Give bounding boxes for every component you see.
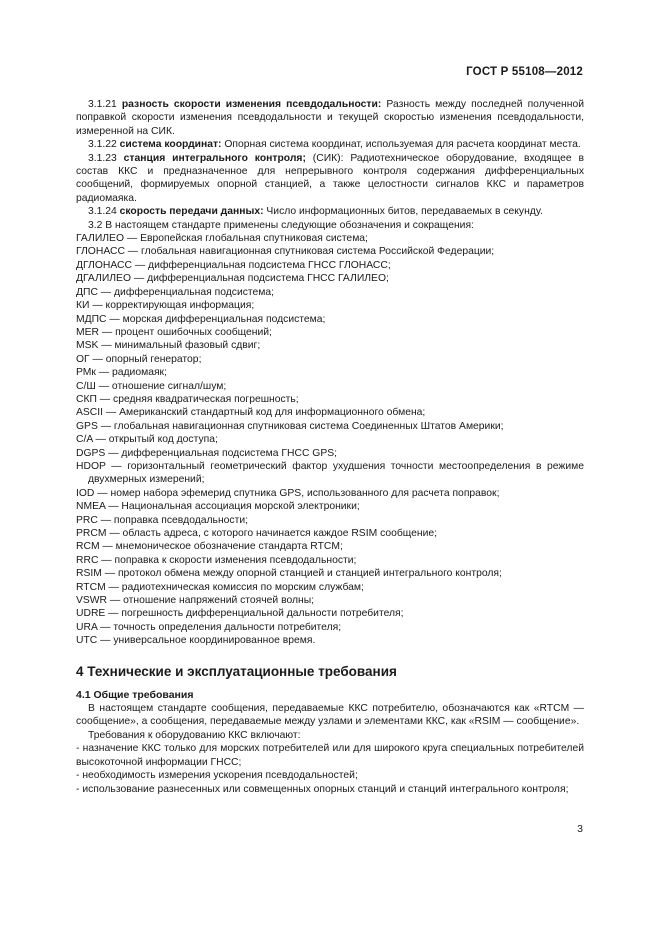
- definition-text: Опорная система координат, используемая для расчета координат места.: [224, 139, 581, 151]
- definition-number: 3.1.24: [88, 206, 117, 218]
- definition-term: разность скорости изменения псевдодальности:: [121, 99, 382, 110]
- abbreviation-item: NMEA — Национальная ассоциация морской электроники;: [76, 501, 360, 513]
- abbreviations-list: [76, 232, 584, 648]
- abbreviation-item: DGPS — дифференциальная подсистема ГНСС GPS;: [76, 447, 338, 459]
- definition-3-1-21: [76, 98, 584, 138]
- page-number: 3: [577, 823, 583, 835]
- definition-number: 3.1.23: [88, 152, 117, 164]
- abbreviation-item: ОГ — опорный генератор;: [76, 353, 202, 365]
- abbreviation-item: GPS — глобальная навигационная спутниковая система Соединенных Штатов Америки;: [76, 420, 504, 432]
- definition-number: 3.1.22: [88, 139, 117, 151]
- definition-number: 3.1.21: [88, 99, 117, 110]
- section-4-1-heading: 4.1 Общие требования: [76, 688, 194, 701]
- abbreviation-item: UDRE — погрешность дифференциальной дальности потребителя;: [76, 608, 404, 620]
- abbreviations-intro: 3.2 В настоящем стандарте применены следующие обозначения и сокращения:: [88, 219, 474, 231]
- definition-term: скорость передачи данных:: [119, 206, 264, 218]
- abbreviation-item: RCM — мнемоническое обозначение стандарта RTCM;: [76, 541, 343, 553]
- abbreviation-item: RSIM — протокол обмена между опорной станцией и станцией интегрального контроля;: [76, 568, 502, 580]
- abbreviation-item: MER — процент ошибочных сообщений;: [76, 326, 272, 338]
- definition-3-1-24: [76, 205, 584, 218]
- document-body: [76, 98, 584, 796]
- abbreviation-item: СКП — средняя квадратическая погрешность;: [76, 393, 299, 405]
- abbreviation-item: VSWR — отношение напряжений стоячей волны;: [76, 595, 315, 607]
- abbreviation-item: PRC — поправка псевдодальности;: [76, 514, 248, 526]
- abbreviation-item: ASCII — Американский стандартный код для информационного обмена;: [76, 407, 426, 419]
- abbreviation-item: ДГАЛИЛЕО — дифференциальная подсистема ГНСС ГАЛИЛЕО;: [76, 273, 389, 285]
- requirement-item: - назначение ККС только для морских потребителей или для широкого круга специальных потребителей высокоточной информации ГНСС;: [76, 743, 584, 768]
- abbreviation-item: ДПС — дифференциальная подсистема;: [76, 286, 275, 298]
- abbreviation-item: MSK — минимальный фазовый сдвиг;: [76, 340, 261, 352]
- section-4-heading: 4 Технические и эксплуатационные требования: [76, 663, 397, 679]
- abbreviation-item: ДГЛОНАСС — дифференциальная подсистема ГНСС ГЛОНАСС;: [76, 259, 391, 271]
- requirements-intro: Требования к оборудованию ККС включают:: [88, 729, 301, 741]
- definition-3-1-22: [76, 138, 584, 151]
- abbreviation-item: ГАЛИЛЕО — Европейская глобальная спутниковая система;: [76, 233, 368, 245]
- abbreviation-item: МДПС — морская дифференциальная подсистема;: [76, 313, 326, 325]
- abbreviation-item: C/A — открытый код доступа;: [76, 434, 218, 446]
- abbreviation-item: С/Ш — отношение сигнал/шум;: [76, 380, 227, 392]
- abbreviation-item: UTC — универсальное координированное время.: [76, 635, 316, 647]
- requirement-item: - использование разнесенных или совмещенных опорных станций и станций интегрального контроля;: [76, 783, 569, 795]
- definition-text: (СИК): Радиотехническое оборудование, входящее в состав ККС и предназначенное для непрерывного контроля содержания дифференциальных сообщений, формируемых опорной станцией, а также целостности сигналов ККС и параметров радиомаяка.: [76, 152, 584, 204]
- requirements-list: [76, 742, 584, 796]
- definition-3-1-23: [76, 152, 584, 206]
- section-4-1-paragraph: В настоящем стандарте сообщения, передаваемые ККС потребителю, обозначаются как «RTCM — сообщение», а сообщения, передаваемые между узлами и элементами ККС, как «RSIM — сообщение».: [76, 703, 584, 728]
- requirement-item: - необходимость измерения ускорения псевдодальностей;: [76, 770, 358, 782]
- abbreviation-item: КИ — корректирующая информация;: [76, 300, 255, 312]
- definition-text: Разность между последней полученной поправкой скорости изменения псевдодальности и текущей скоростью изменения псевдодальности, измеренной на СИК.: [76, 99, 585, 137]
- abbreviation-item: RRC — поправка к скорости изменения псевдодальности;: [76, 554, 357, 566]
- abbreviation-item: РМк — радиомаяк;: [76, 367, 167, 379]
- abbreviation-item: URA — точность определения дальности потребителя;: [76, 621, 342, 633]
- abbreviation-item: PRCM — область адреса, с которого начинается каждое RSIM сообщение;: [76, 528, 438, 539]
- definition-text: Число информационных битов, передаваемых в секунду.: [266, 206, 543, 218]
- abbreviation-item: IOD — номер набора эфемерид спутника GPS, использованного для расчета поправок;: [76, 487, 500, 499]
- abbreviation-item: HDOP — горизонтальный геометрический фактор ухудшения точности местоопределения в режиме двухмерных измерений;: [76, 460, 584, 486]
- abbreviation-item: RTCM — радиотехническая комиссия по морским службам;: [76, 581, 364, 593]
- standard-code-header: ГОСТ Р 55108—2012: [466, 66, 583, 78]
- definition-term: система координат:: [119, 139, 222, 151]
- definition-term: станция интегрального контроля;: [123, 152, 306, 164]
- abbreviation-item: ГЛОНАСС — глобальная навигационная спутниковая система Российской Федерации;: [76, 246, 495, 258]
